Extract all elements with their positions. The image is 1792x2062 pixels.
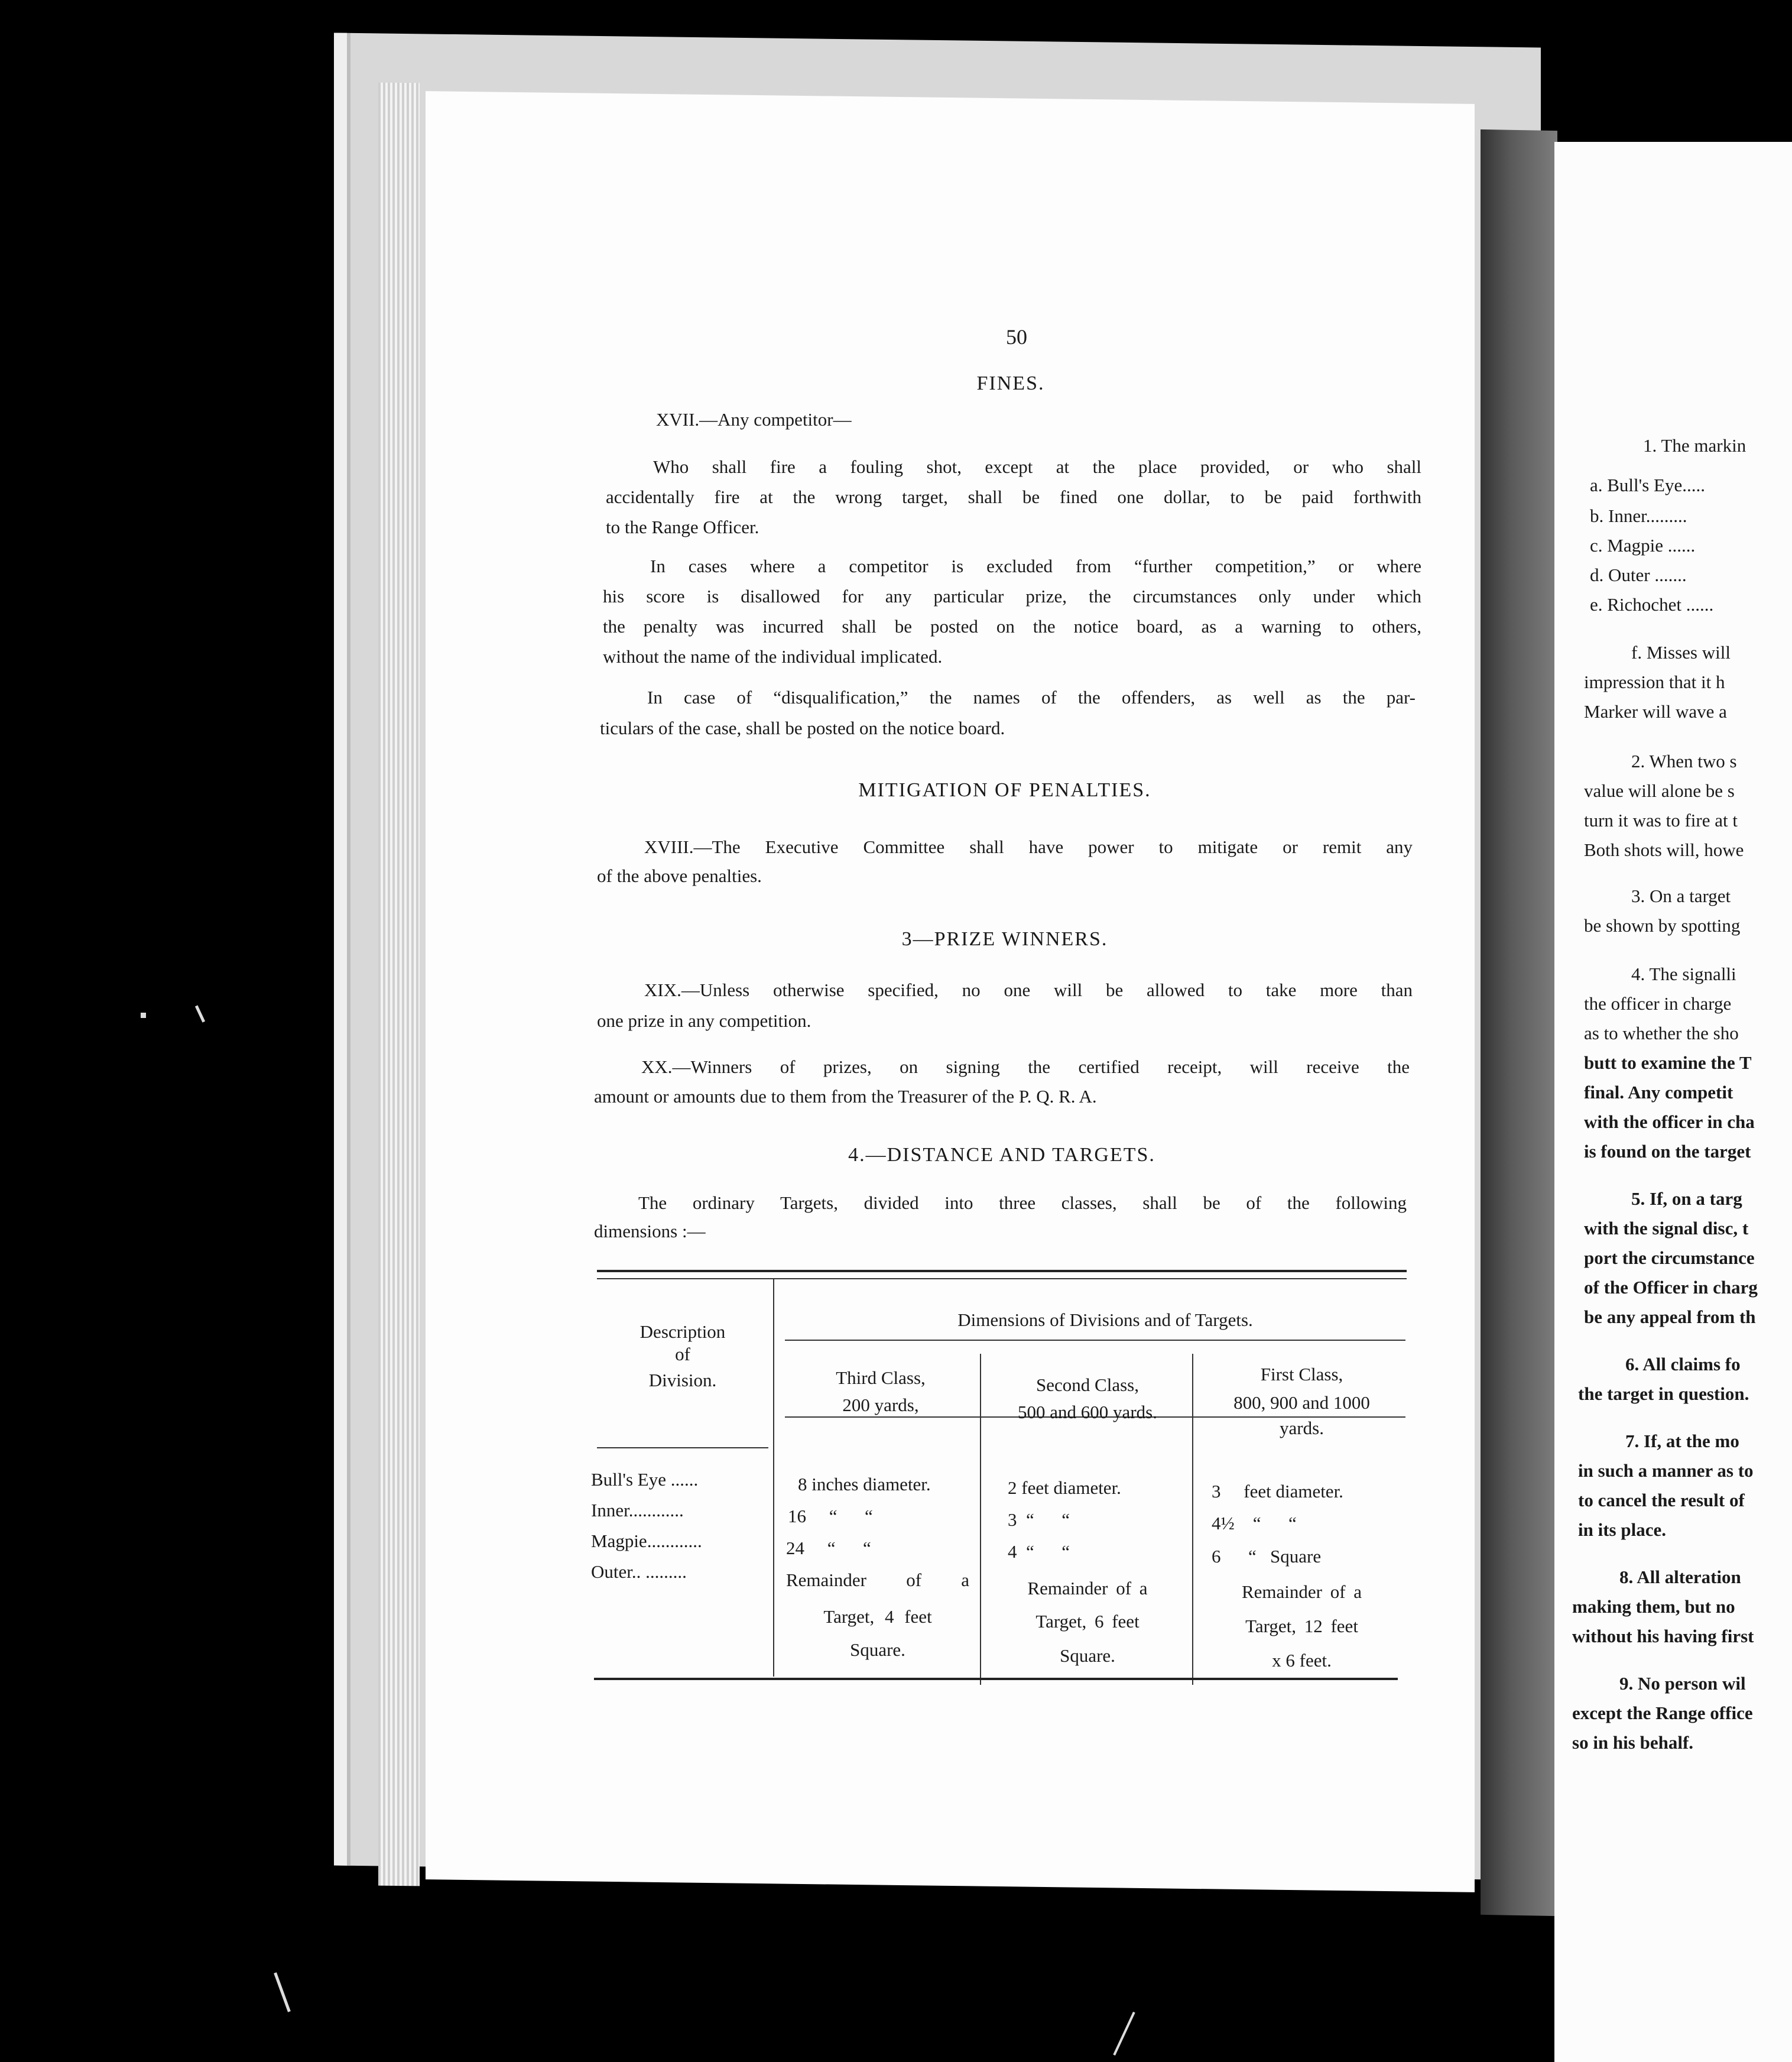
header-rule (597, 1447, 768, 1448)
text-line: port the circumstance (1584, 1247, 1755, 1268)
text-line: with the signal disc, t (1584, 1218, 1749, 1239)
text-line: value will alone be s (1584, 780, 1735, 801)
text-line: dimensions :— (594, 1221, 706, 1241)
text-line: is found on the target (1584, 1141, 1751, 1162)
second-bulls-eye: 2 feet diameter. (1008, 1477, 1121, 1498)
text-line: the officer in charge (1584, 993, 1732, 1014)
table-divider (1192, 1354, 1193, 1685)
text-line: e. Richochet ...... (1590, 594, 1714, 615)
page-number: 50 (1006, 325, 1027, 349)
speck (274, 1972, 291, 2012)
table-bottom-rule (594, 1678, 1398, 1680)
text-line: of the Officer in charg (1584, 1277, 1758, 1298)
text-line: be any appeal from th (1584, 1306, 1756, 1327)
third-magpie: 24 “ “ (786, 1538, 871, 1558)
text-line: a. Bull's Eye..... (1590, 475, 1706, 495)
text-line: 4. The signalli (1631, 964, 1736, 984)
text-line: in such a manner as to (1578, 1460, 1754, 1481)
text-line: The ordinary Targets, divided into three classes, shall be of the following (638, 1192, 1407, 1213)
header-text: Third Class, (836, 1367, 926, 1388)
table-divider (980, 1354, 981, 1685)
text-line: butt to examine the T (1584, 1052, 1752, 1073)
text-line: his score is disallowed for any particular prize, the circumstances only under which (603, 586, 1421, 607)
heading-prize-winners: 3—PRIZE WINNERS. (901, 928, 1108, 950)
speck (141, 1013, 146, 1018)
header-text: Description (639, 1321, 726, 1342)
book-gutter (1481, 129, 1557, 1916)
table-divider (773, 1279, 774, 1677)
text-line: d. Outer ....... (1590, 565, 1687, 585)
text-line: so in his behalf. (1572, 1732, 1694, 1753)
header-text: 200 yards, (842, 1395, 919, 1415)
header-text: Second Class, (1036, 1374, 1139, 1395)
heading-mitigation: MITIGATION OF PENALTIES. (858, 779, 1151, 801)
text-line: In cases where a competitor is excluded from “further competition,” or where (650, 556, 1421, 576)
third-outer: Square. (850, 1639, 905, 1660)
header-text: 500 and 600 yards. (1018, 1402, 1157, 1422)
text-line: Both shots will, howe (1584, 839, 1744, 860)
text-line: Who shall fire a fouling shot, except at the place provided, or who shall (653, 456, 1421, 477)
text-line: accidentally fire at the wrong target, shall be fined one dollar, to be paid forthwith (606, 487, 1421, 507)
text-line: turn it was to fire at t (1584, 810, 1738, 831)
second-outer: Remainder of a (1027, 1578, 1148, 1599)
text-line: XVIII.—The Executive Committee shall have power to mitigate or remit any (644, 837, 1413, 857)
heading-distance-targets: 4.—DISTANCE AND TARGETS. (848, 1144, 1155, 1166)
text-line: in its place. (1578, 1519, 1666, 1540)
text-line: 6. All claims fo (1625, 1354, 1741, 1374)
header-text: 800, 900 and 1000 (1233, 1392, 1370, 1413)
table-row: Bull's Eye ...... (591, 1469, 699, 1490)
text-line: be shown by spotting (1584, 915, 1741, 936)
text-line: 5. If, on a targ (1631, 1188, 1742, 1209)
text-line: 7. If, at the mo (1625, 1431, 1739, 1451)
second-outer: Square. (1060, 1645, 1115, 1666)
speck (195, 1005, 205, 1022)
rule-xvii: XVII.—Any competitor— (656, 409, 852, 430)
text-line: 1. The markin (1643, 435, 1746, 456)
table-row: Outer.. ......... (591, 1561, 687, 1582)
text-line: except the Range office (1572, 1703, 1753, 1723)
third-inner: 16 “ “ (788, 1506, 873, 1526)
second-magpie: 4 “ “ (1008, 1541, 1070, 1562)
text-line: In case of “disqualification,” the names of the offenders, as well as the par- (647, 687, 1416, 708)
first-outer: Remainder of a (1241, 1581, 1362, 1602)
text-line: without his having first (1572, 1626, 1754, 1646)
second-outer: Target, 6 feet (1035, 1611, 1140, 1632)
text-line: making them, but no (1572, 1596, 1735, 1617)
table-top-rule-2 (597, 1278, 1407, 1279)
table-top-rule (597, 1270, 1407, 1272)
speck (1113, 2012, 1135, 2055)
table-row: Magpie............ (591, 1531, 702, 1551)
text-line: ticulars of the case, shall be posted on the notice board. (600, 718, 1005, 738)
first-inner: 4½ “ “ (1212, 1513, 1297, 1533)
third-outer: Target, 4 feet (823, 1606, 932, 1627)
first-outer: Target, 12 feet (1245, 1616, 1358, 1636)
text-line: Marker will wave a (1584, 701, 1727, 722)
text-line: f. Misses will (1631, 642, 1731, 663)
third-bulls-eye: 8 inches diameter. (798, 1474, 931, 1494)
text-line: the penalty was incurred shall be posted on the notice board, as a warning to others, (603, 616, 1421, 637)
text-line: to cancel the result of (1578, 1490, 1745, 1510)
first-magpie: 6 “ Square (1212, 1546, 1322, 1567)
text-line: without the name of the individual implicated. (603, 646, 943, 667)
table-row: Inner............ (591, 1500, 684, 1520)
second-inner: 3 “ “ (1008, 1509, 1070, 1530)
text-line: as to whether the sho (1584, 1023, 1739, 1043)
text-line: amount or amounts due to them from the Treasurer of the P. Q. R. A. (594, 1086, 1097, 1107)
text-line: 9. No person wil (1619, 1673, 1746, 1694)
group-header: Dimensions of Divisions and of Targets. (957, 1309, 1253, 1330)
text-line: one prize in any competition. (597, 1010, 811, 1031)
text-line: XIX.—Unless otherwise specified, no one will be allowed to take more than (644, 980, 1413, 1000)
text-line: final. Any competit (1584, 1082, 1733, 1103)
text-line: of the above penalties. (597, 865, 762, 886)
text-line: 8. All alteration (1619, 1567, 1741, 1587)
first-bulls-eye: 3 feet diameter. (1212, 1481, 1343, 1502)
text-line: c. Magpie ...... (1590, 535, 1696, 556)
text-line: 3. On a target (1631, 886, 1731, 906)
header-text: of (675, 1344, 690, 1364)
text-line: to the Range Officer. (606, 517, 759, 537)
header-text: First Class, (1260, 1364, 1343, 1385)
text-line: 2. When two s (1631, 751, 1737, 771)
text-line: b. Inner......... (1590, 505, 1687, 526)
first-outer: x 6 feet. (1272, 1650, 1332, 1671)
text-line: the target in question. (1578, 1383, 1749, 1404)
text-line: with the officer in cha (1584, 1111, 1755, 1132)
header-text: Division. (648, 1370, 717, 1390)
header-text: yards. (1280, 1418, 1324, 1438)
text-line: impression that it h (1584, 672, 1725, 692)
heading-fines: FINES. (976, 372, 1045, 394)
group-header-rule (785, 1340, 1405, 1341)
text-line: XX.—Winners of prizes, on signing the certified receipt, will receive the (641, 1056, 1410, 1077)
page-edges (378, 83, 420, 1886)
third-outer: Remainder of a (786, 1570, 969, 1590)
